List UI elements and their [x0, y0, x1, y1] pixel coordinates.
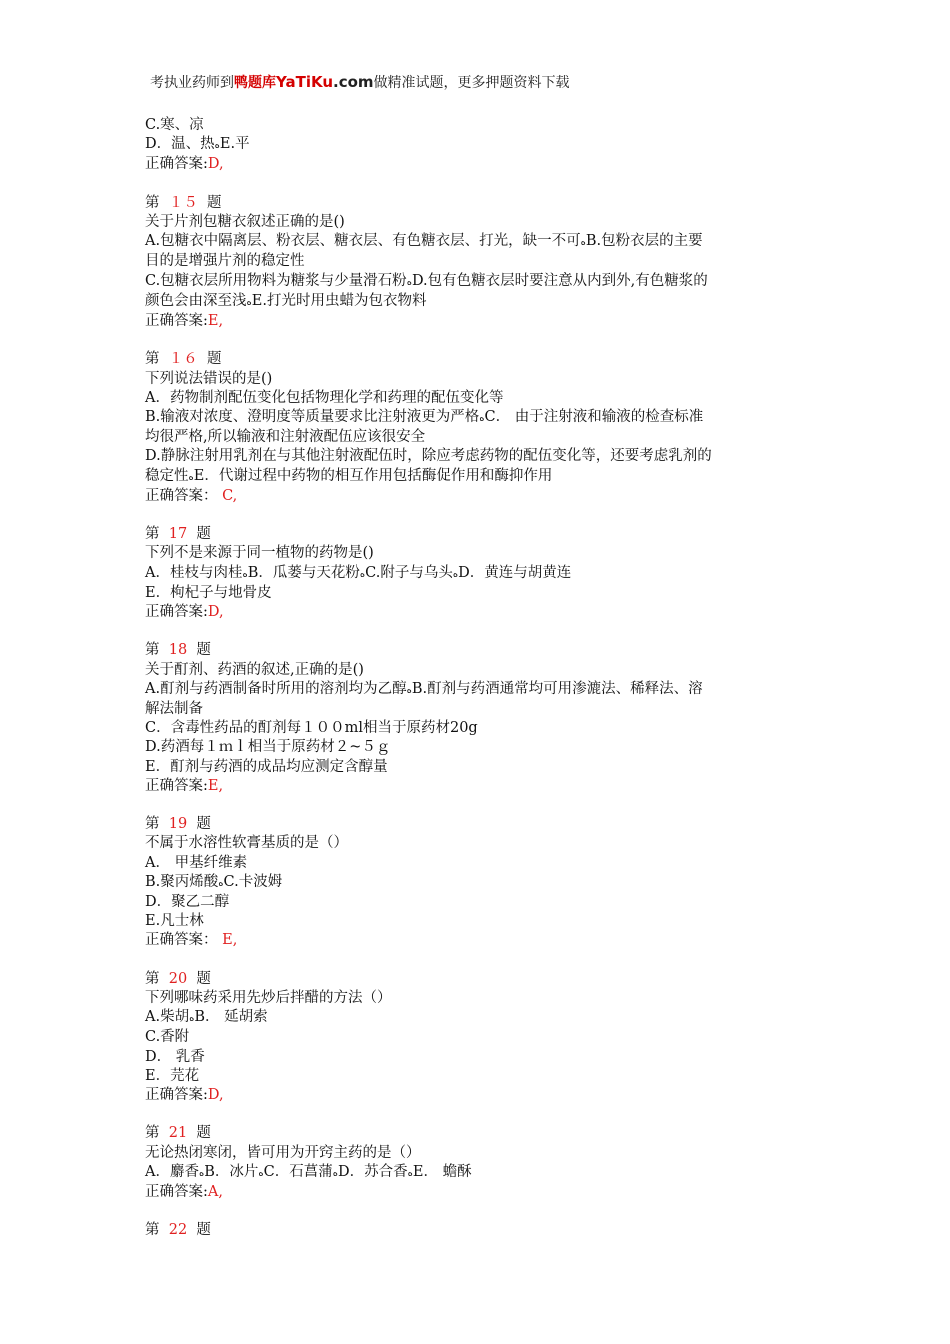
- question-title-prefix: 第: [145, 642, 160, 659]
- option-text: C.附子与乌头: [365, 564, 453, 581]
- option-text: D.包有色糖衣层时要注意从内到外,有色糖浆的: [411, 272, 708, 289]
- option-text: B．冰片: [204, 1163, 259, 1180]
- question-stem: 不属于水溶性软膏基质的是（）: [145, 835, 348, 852]
- answer-value: D,: [207, 1087, 224, 1104]
- option-line: [145, 700, 810, 719]
- option-text: 解法制备: [145, 701, 203, 718]
- answer-line: [145, 603, 810, 622]
- separator-mark: ﻩ: [214, 140, 220, 152]
- question-stem: 关于酊剂、药酒的叙述,正确的是(): [145, 661, 364, 678]
- answer-value: D,: [207, 156, 224, 173]
- option-text: E.平: [219, 136, 250, 153]
- answer-line: [145, 1183, 810, 1202]
- answer-line: [145, 312, 810, 331]
- question-title-prefix: 第: [145, 526, 160, 543]
- separator-mark: ﻩ: [218, 877, 224, 889]
- option-line: [145, 272, 810, 292]
- question-title-prefix: 第: [145, 194, 160, 211]
- separator-mark: ﻩ: [407, 1167, 413, 1179]
- brand-name-cn[interactable]: 鸭题库: [234, 75, 276, 91]
- header-suffix: 做精准试题，更多押题资料下载: [373, 75, 570, 91]
- option-text: 均很严格,所以输液和注射液配伍应该很安全: [145, 429, 426, 446]
- option-text: C.寒、凉: [145, 117, 204, 133]
- spacer: [145, 622, 810, 641]
- option-text: B． 延胡索: [194, 1009, 268, 1026]
- spacer: [145, 506, 810, 525]
- option-line: [145, 564, 810, 584]
- question-title-suffix: 题: [196, 1125, 211, 1142]
- answer-label: 正确答案：: [145, 487, 218, 504]
- option-text: A.酊剂与药酒制备时所用的溶剂均为乙醇: [145, 680, 407, 697]
- question-title-prefix: 第: [145, 351, 160, 368]
- answer-label: 正确答案:: [145, 313, 208, 330]
- option-text: B.输液对浓度、澄明度等质量要求比注射液更为严格: [145, 409, 480, 426]
- question-title: [145, 970, 810, 989]
- option-text: B.聚丙烯酸: [145, 873, 219, 890]
- option-line: [145, 912, 810, 931]
- question-stem: 下列哪味药采用先炒后拌醋的方法（）: [145, 990, 392, 1007]
- option-text: A.柴胡: [145, 1009, 190, 1026]
- separator-mark: ﻩ: [479, 413, 485, 425]
- option-line: [145, 1028, 810, 1047]
- spacer: [145, 175, 810, 194]
- option-text: D.药酒每１ｍｌ相当于原药材２~５ｇ: [145, 739, 391, 756]
- option-text: E． 蟾酥: [412, 1163, 472, 1180]
- question-title-prefix: 第: [145, 1125, 160, 1142]
- option-text: E．枸杞子与地骨皮: [145, 584, 272, 601]
- question-number: 18: [168, 642, 188, 659]
- option-line: [145, 447, 810, 466]
- question-block: [145, 350, 810, 525]
- option-text: C． 由于注射液和输液的检查标准: [484, 409, 704, 426]
- question-stem: 下列不是来源于同一植物的药物是(): [145, 545, 374, 562]
- option-text: 稳定性: [145, 467, 189, 484]
- separator-mark: ﻩ: [359, 568, 366, 580]
- question-title-prefix: 第: [145, 816, 160, 833]
- question-title: [145, 350, 810, 369]
- question-stem: 无论热闭寒闭，皆可用为开窍主药的是（）: [145, 1144, 421, 1161]
- question-title: [145, 641, 810, 660]
- option-line: [145, 292, 810, 312]
- question-title: [145, 525, 810, 544]
- answer-label: 正确答案：: [145, 932, 218, 949]
- option-text: E.凡士林: [145, 913, 204, 930]
- option-text: B．瓜蒌与天花粉: [247, 564, 360, 581]
- answer-label: 正确答案:: [145, 156, 208, 173]
- question-block: [145, 1124, 810, 1221]
- question-block: [145, 194, 810, 351]
- option-text: D． 乳香: [145, 1048, 205, 1065]
- option-text: B.酊剂与药酒通常均可用渗漉法、稀释法、溶: [411, 680, 703, 697]
- option-text: A． 甲基纤维素: [145, 854, 248, 871]
- question-number: 22: [168, 1222, 188, 1239]
- option-line: [145, 116, 810, 135]
- answer-value: D,: [207, 604, 224, 621]
- spacer: [145, 951, 810, 970]
- option-text: 目的是增强片剂的稳定性: [145, 253, 305, 270]
- option-text: A．麝香: [145, 1163, 199, 1180]
- question-number: １６: [168, 351, 198, 368]
- brand-domain[interactable]: .com: [333, 73, 374, 91]
- option-line: [145, 428, 810, 447]
- separator-mark: ﻩ: [406, 276, 412, 288]
- option-text: C.香附: [145, 1029, 190, 1046]
- question-stem: 下列说法错误的是(): [145, 370, 273, 387]
- option-line: [145, 1008, 810, 1028]
- separator-mark: ﻩ: [189, 1013, 195, 1025]
- question-number: 19: [168, 816, 188, 833]
- question-block: [145, 525, 810, 641]
- separator-mark: ﻩ: [258, 1167, 264, 1179]
- option-line: [145, 1067, 810, 1086]
- option-text: B.包粉衣层的主要: [585, 233, 703, 250]
- separator-mark: ﻩ: [406, 684, 412, 696]
- option-text: E.打光时用虫蜡为包衣物料: [251, 292, 427, 309]
- question-block: [145, 1221, 810, 1240]
- separator-mark: ﻩ: [452, 568, 459, 580]
- option-text: E．代谢过程中药物的相互作用包括酶促作用和酶抑作用: [193, 467, 553, 484]
- option-text: D．温、热: [145, 136, 215, 153]
- option-text: E．芫花: [145, 1067, 200, 1084]
- option-line: [145, 467, 810, 487]
- question-list: [145, 194, 810, 1241]
- answer-value: E,: [217, 932, 238, 949]
- option-text: C．含毒性药品的酊剂每１００ml相当于原药材20g: [145, 720, 478, 737]
- spacer: [145, 796, 810, 815]
- option-text: C．石菖蒲: [263, 1163, 333, 1180]
- question-number: 17: [168, 526, 188, 543]
- answer-value: E,: [207, 313, 224, 330]
- option-line: [145, 232, 810, 252]
- option-line: [145, 1048, 810, 1067]
- question-title-prefix: 第: [145, 1222, 160, 1239]
- option-text: D．聚乙二醇: [145, 894, 230, 911]
- answer-label: 正确答案:: [145, 604, 208, 621]
- answer-value: C,: [217, 487, 238, 504]
- separator-mark: ﻩ: [198, 1167, 205, 1179]
- separator-mark: ﻩ: [246, 296, 252, 308]
- separator-mark: ﻩ: [580, 237, 586, 249]
- question-title-suffix: 题: [196, 642, 211, 659]
- option-text: D．黄连与胡黄连: [458, 564, 572, 581]
- option-text: A.包糖衣中隔离层、粉衣层、糖衣层、有色糖衣层、打光，缺一不可: [145, 233, 581, 250]
- question-stem: 关于片剂包糖衣叙述正确的是(): [145, 214, 345, 230]
- option-text: D.静脉注射用乳剂在与其他注射液配伍时，除应考虑药物的配伍变化等，还要考虑乳剂的: [145, 448, 712, 465]
- answer-line: [145, 777, 810, 796]
- option-text: E．酊剂与药酒的成品均应测定含醇量: [145, 758, 388, 775]
- question-title-suffix: 题: [196, 816, 211, 833]
- option-text: C.包糖衣层所用物料为糖浆与少量滑石粉: [145, 272, 407, 289]
- question-block: [145, 970, 810, 1125]
- page-header: [150, 72, 570, 92]
- option-line: [145, 854, 810, 873]
- separator-mark: ﻩ: [188, 471, 194, 483]
- separator-mark: ﻩ: [332, 1167, 338, 1179]
- option-line: [145, 758, 810, 777]
- answer-label: 正确答案:: [145, 777, 208, 794]
- question-title: [145, 1221, 810, 1240]
- question-title-suffix: 题: [206, 194, 222, 211]
- option-line: [145, 252, 810, 271]
- option-line: [145, 135, 810, 155]
- spacer: [145, 1105, 810, 1124]
- question-number: １５: [168, 194, 198, 211]
- answer-line: [145, 931, 810, 950]
- answer-label: 正确答案:: [145, 1087, 208, 1104]
- option-text: 颜色会由深至浅: [145, 292, 247, 309]
- brand-name-en[interactable]: YaTiKu: [276, 73, 334, 91]
- document-body: [145, 116, 810, 1241]
- option-line: [145, 738, 810, 757]
- answer-line: [145, 487, 810, 506]
- option-line: [145, 1163, 810, 1183]
- option-text: A．药物制剂配伍变化包括物理化学和药理的配伍变化等: [145, 389, 504, 406]
- answer-label: 正确答案:: [145, 1184, 208, 1201]
- question-title-suffix: 题: [206, 351, 222, 368]
- option-line: [145, 389, 810, 408]
- option-line: [145, 408, 810, 428]
- question-block: [145, 641, 810, 815]
- question-title-prefix: 第: [145, 970, 160, 987]
- answer-line: [145, 1086, 810, 1105]
- option-line: [145, 584, 810, 603]
- question-title-suffix: 题: [196, 1222, 211, 1239]
- option-line: [145, 719, 810, 738]
- header-prefix: 考执业药师到: [150, 75, 234, 91]
- question-number: 21: [168, 1125, 188, 1142]
- option-line: [145, 893, 810, 912]
- option-text: A．桂枝与肉桂: [145, 564, 243, 581]
- answer-value: E,: [207, 777, 224, 794]
- spacer: [145, 331, 810, 350]
- option-text: C.卡波姆: [223, 873, 283, 890]
- answer-value: A,: [207, 1184, 223, 1201]
- question-title-suffix: 题: [196, 526, 211, 543]
- option-line: [145, 873, 810, 893]
- option-text: D．苏合香: [338, 1163, 408, 1180]
- option-line: [145, 680, 810, 700]
- answer-line: [145, 155, 810, 174]
- question-number: 20: [168, 970, 188, 987]
- separator-mark: ﻩ: [242, 568, 248, 580]
- question-title-suffix: 题: [196, 970, 211, 987]
- question-title: [145, 1124, 810, 1143]
- question-title: [145, 194, 810, 213]
- question-block: [145, 815, 810, 970]
- question-title: [145, 815, 810, 834]
- spacer: [145, 1202, 810, 1221]
